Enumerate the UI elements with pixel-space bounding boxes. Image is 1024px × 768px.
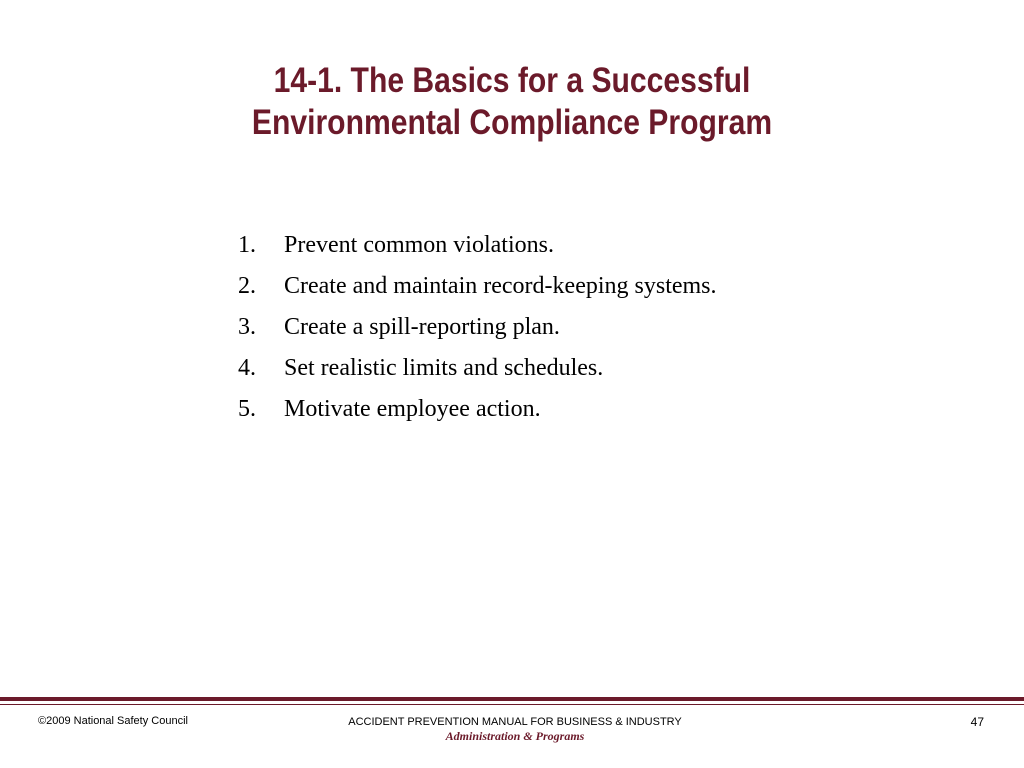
list-item — [238, 267, 717, 308]
list-item — [238, 349, 717, 390]
list-item-text: Create and maintain record-keeping systems. — [284, 273, 717, 299]
slide-title-line-2: Environmental Compliance Program — [251, 103, 773, 142]
footer-manual-title: ACCIDENT PREVENTION MANUAL FOR BUSINESS & INDUSTRY — [348, 716, 682, 728]
list-item-number: 3. — [238, 314, 256, 340]
numbered-list — [238, 226, 717, 431]
list-item-number: 1. — [238, 232, 256, 258]
list-item — [238, 390, 717, 431]
list-item-text: Set realistic limits and schedules. — [284, 355, 604, 381]
slide-title — [72, 60, 953, 144]
footer-divider-thin — [0, 704, 1024, 705]
list-item-text: Prevent common violations. — [284, 232, 554, 258]
footer-manual-info — [312, 715, 718, 743]
list-item — [238, 308, 717, 349]
footer-subtitle: Administration & Programs — [445, 729, 585, 743]
list-item-number: 5. — [238, 396, 256, 422]
page-number: 47 — [970, 715, 984, 729]
slide-title-line-1: 14-1. The Basics for a Successful — [273, 61, 751, 100]
footer-divider-thick — [0, 697, 1024, 701]
list-item-number: 2. — [238, 273, 256, 299]
footer-copyright: ©2009 National Safety Council — [38, 715, 188, 727]
list-item — [238, 226, 717, 267]
list-item-number: 4. — [238, 355, 256, 381]
list-item-text: Motivate employee action. — [284, 396, 541, 422]
list-item-text: Create a spill-reporting plan. — [284, 314, 560, 340]
